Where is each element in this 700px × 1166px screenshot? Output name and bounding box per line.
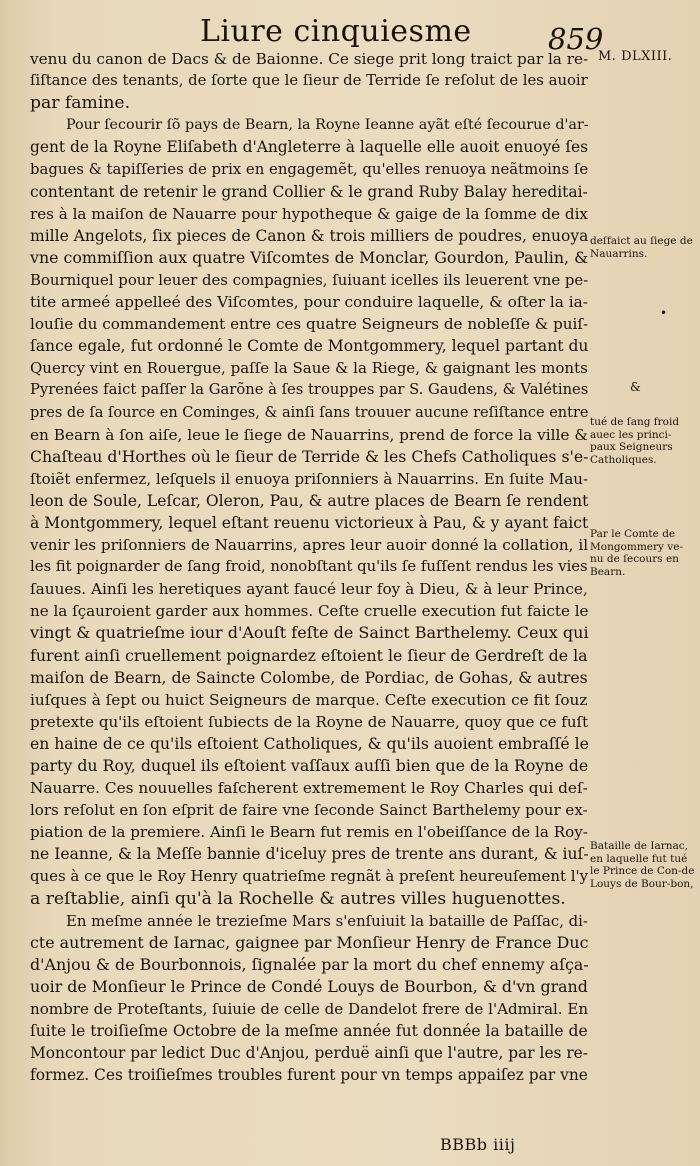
text-line: party du Roy, duquel ils eſtoient vaſſaux auſſi bien que de la Royne de	[30, 756, 589, 775]
margin-note-montgommery: Par le Comte de Mongommery ve-nu de ſecours en Bearn.	[590, 528, 683, 578]
margin-ornament: •	[660, 306, 668, 320]
text-line: a reſtablie, ainſi qu'à la Rochelle & autres villes huguenottes.	[30, 888, 566, 909]
text-line: mille Angelots, ſix pieces de Canon & trois milliers de poudres, enuoya	[30, 226, 589, 245]
text-line: Quercy vint en Rouergue, paſſe la Saue & la Riege, & gaignant les monts	[30, 359, 588, 378]
margin-note-iarnac: Bataille de Iarnac, en laquelle fut tué le Prince de Con-de Louys de Bour-bon,	[590, 840, 695, 890]
text-line: ſance egale, fut ordonné le Comte de Montgommery, lequel partant du	[30, 337, 589, 356]
text-line: ſuite le troiſieſme Octobre de la meſme année fut donnée la bataille de	[30, 1022, 588, 1041]
text-line: à Montgommery, lequel eſtant reuenu victorieux à Pau, & y ayant faict	[30, 513, 589, 532]
text-line: iuſques à ſept ou huict Seigneurs de marque. Ceſte execution ce fit ſouz	[30, 690, 588, 709]
text-line: En meſme année le trezieſme Mars s'enſuiuit la bataille de Paſſac, di-	[66, 911, 588, 930]
page-number: 859	[548, 22, 604, 56]
text-line: Chaſteau d'Horthes où le ſieur de Terride & les Chefs Catholiques s'e-	[30, 446, 589, 466]
text-line: ne Ieanne, & la Meſſe bannie d'iceluy pres de trente ans durant, & iuſ-	[30, 845, 589, 864]
text-line: Pour ſecourir ſõ pays de Bearn, la Royne Ieanne ayãt eſté ſecourue d'ar-	[66, 117, 589, 134]
text-line: en haine de ce qu'ils eſtoient Catholiques, & qu'ils auoient embraſſé le	[30, 734, 589, 753]
text-line: pres de ſa ſource en Cominges, & ainſi ſans trouuer aucune reſiſtance entre	[30, 404, 589, 421]
text-line: ne la ſçauroient garder aux hommes. Ceſte cruelle execution fut faicte le	[30, 602, 589, 621]
text-line: gent de la Royne Eliſabeth d'Angleterre à laquelle elle auoit enuoyé ſes	[30, 138, 589, 157]
text-line: res à la maiſon de Nauarre pour hypotheque & gaige de la ſomme de dix	[30, 204, 588, 223]
text-line: par famine.	[30, 93, 131, 114]
text-line: ſiſtance des tenants, de ſorte que le ſieur de Terride ſe reſolut de les auoir	[30, 72, 588, 90]
text-line: bagues & tapiſſeries de prix en engagemẽt, qu'elles renuoya neãtmoins ſe	[30, 160, 589, 179]
text-line: Moncontour par ledict Duc d'Anjou, perduë ainſi que l'autre, par les re-	[30, 1044, 588, 1063]
text-line: contentant de retenir le grand Collier & le grand Ruby Balay hereditai-	[30, 182, 588, 201]
margin-note-navarrins: deſfaict au ſiege de Nauarrins.	[590, 235, 693, 260]
text-line: vingt & quatrieſme iour d'Aouſt feſte de Sainct Barthelemy. Ceux qui	[30, 623, 589, 643]
text-line: pretexte qu'ils eſtoient ſubiects de la Royne de Nauarre, quoy que ce fuſt	[30, 712, 589, 731]
text-line: venir les priſonniers de Nauarrins, apres leur auoir donné la collation, il	[30, 536, 589, 555]
margin-note-sang-froid: tué de ſang froid auec les princi-paux Seigneurs Catholiques.	[590, 416, 680, 466]
margin-year: M. DLXIII.	[598, 49, 673, 64]
text-line: Bourniquel pour leuer des compagnies, ſuiuant icelles ils leuerent vne pe-	[30, 270, 589, 289]
text-line: Nauarre. Ces nouuelles faſcherent extremement le Roy Charles qui deſ-	[30, 779, 588, 798]
text-line: ques à ce que le Roy Henry quatrieſme regnãt à preſent heureuſement l'y	[30, 867, 589, 886]
text-line: cte autrement de Iarnac, gaignee par Monſieur Henry de France Duc	[30, 932, 589, 952]
main-text-block	[30, 48, 588, 1086]
running-title: Liure cinquiesme	[200, 14, 472, 49]
text-line: Pyrenées faict paſſer la Garõne à ſes trouppes par S. Gaudens, & Valétines	[30, 381, 589, 399]
text-line: leon de Soule, Leſcar, Oleron, Pau, & autre places de Bearn ſe rendent	[30, 491, 589, 510]
text-line: ſtoiẽt enfermez, leſquels il enuoya priſonniers à Nauarrins. En ſuite Mau-	[30, 469, 589, 488]
text-line: vne commiſſion aux quatre Viſcomtes de Monclar, Gourdon, Paulin, &	[30, 247, 589, 267]
text-line: les fit poignarder de ſang froid, nonobſtant qu'ils ſe fuſſent rendus les vies	[30, 558, 588, 576]
signature-mark: BBBb iiij	[440, 1135, 516, 1154]
text-line: lors reſolut en ſon eſprit de faire vne ſeconde Sainct Barthelemy pour ex-	[30, 801, 588, 820]
text-line: venu du canon de Dacs & de Baionne. Ce siege prit long traict par la re-	[30, 50, 589, 68]
text-line: nombre de Proteſtants, ſuiuie de celle de Dandelot frere de l'Admiral. En	[30, 1000, 589, 1019]
text-line: louſie du commandement entre ces quatre Seigneurs de nobleſſe & puiſ-	[30, 315, 589, 334]
margin-ornament: &	[630, 380, 641, 394]
text-line: d'Anjou & de Bourbonnois, ſignalée par la mort du chef ennemy aſça-	[30, 954, 589, 974]
text-line: ſauues. Ainſi les heretiques ayant faucé leur foy à Dieu, & à leur Prince,	[30, 580, 588, 599]
text-line: piation de la premiere. Ainſi le Bearn fut remis en l'obeiſſance de la Roy-	[30, 823, 588, 842]
text-line: en Bearn à ſon aiſe, leue le ſiege de Nauarrins, prend de force la ville &	[30, 425, 588, 444]
text-line: uoir de Monſieur le Prince de Condé Louys de Bourbon, & d'vn grand	[30, 976, 588, 996]
text-line: maiſon de Bearn, de Saincte Colombe, de Pordiac, de Gohas, & autres	[30, 667, 588, 687]
text-line: formez. Ces troiſieſmes troubles furent pour vn temps appaiſez par vne	[30, 1066, 588, 1085]
text-line: furent ainſi cruellement poignardez eſtoient le ſieur de Gerdreſt de la	[30, 645, 588, 665]
text-line: tite armeé appelleé des Viſcomtes, pour conduire laquelle, & oſter la ia-	[30, 293, 588, 312]
